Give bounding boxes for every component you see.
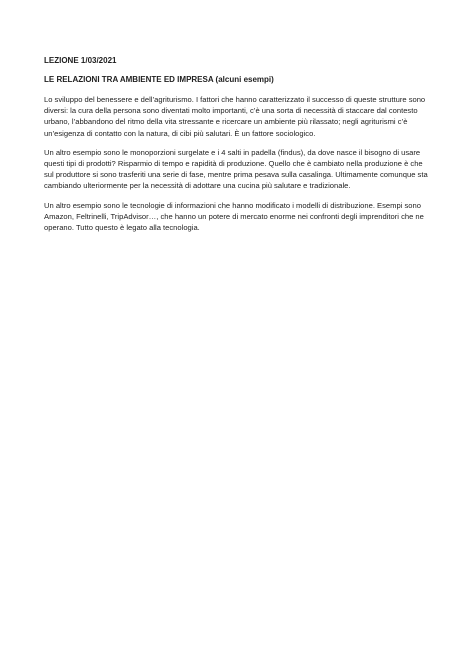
section-title: LE RELAZIONI TRA AMBIENTE ED IMPRESA (alcuni esempi) (44, 75, 274, 84)
document-body (44, 56, 434, 241)
paragraph-information-technology: Un altro esempio sono le tecnologie di informazioni che hanno modificato i modelli di distribuzione. Esempi sono Amazon, Feltrinelli, TripAdvisor…, che hanno un potere di mercato enorme nei confronti degli imprenditori che ne operano. Tutto questo è legato alla tecnologia. (44, 200, 424, 233)
paragraph-frozen-portions: Un altro esempio sono le monoporzioni surgelate e i 4 salti in padella (findus), da dove nasce il bisogno di usare questi tipi di prodotti? Risparmio di tempo e rapidità di produzione. Quello che è cambiato nella produzione è che sul produttore si sono trasferiti una serie di fase, mentre prima pesava sulla casalinga. Ultimamente comunque sta cambiando ulteriormente per la necessità di adottare una cucina più salutare e tradizionale. (44, 147, 428, 191)
lesson-title: LEZIONE 1/03/2021 (44, 56, 117, 65)
paragraph-wellbeing-agritourism: Lo sviluppo del benessere e dell’agriturismo. I fattori che hanno caratterizzato il successo di queste strutture sono diversi: la cura della persona sono diventati molto importanti, c’è una sorta di necessità di staccare dal contesto urbano, l’abbandono del ritmo della vita stressante e ricercare un ambiente più rilassato; negli agriturismi c’è un’esigenza di contatto con la natura, di cibi più salutari. È un fattore sociologico. (44, 95, 426, 138)
